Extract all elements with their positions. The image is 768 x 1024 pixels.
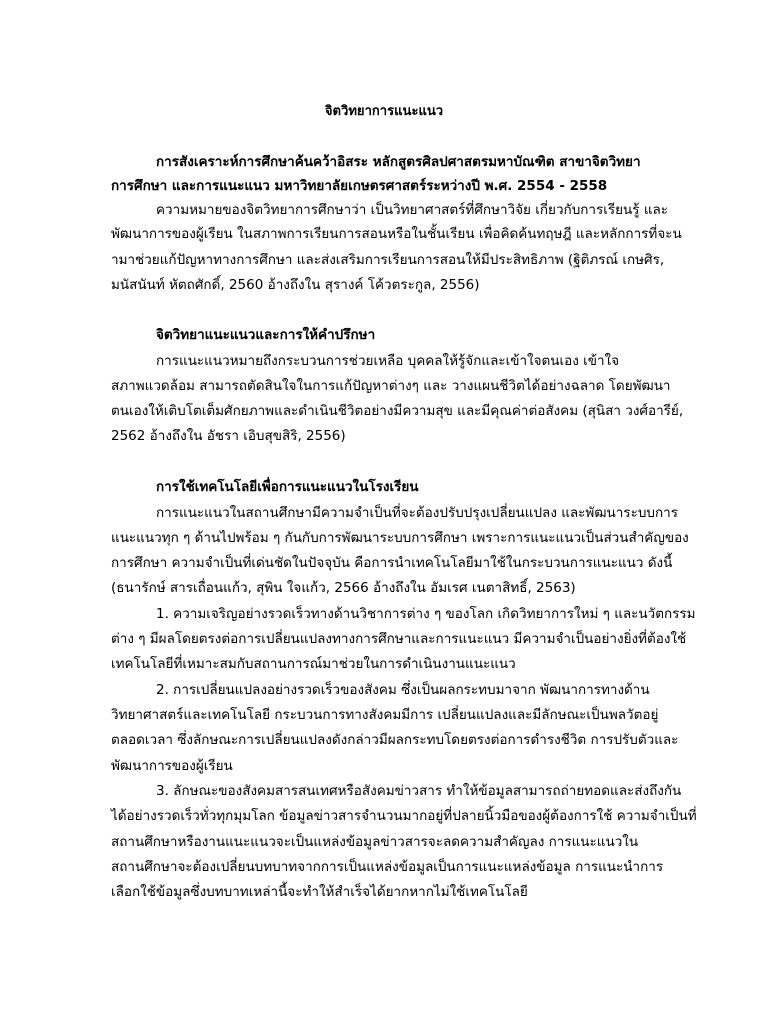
section3-item3-line-5: เลือกใช้ข้อมูลซึ่งบทบาทเหล่านี้จะทำให้สำเร็จได้ยากหากไม่ใช้เทคโนโลยี bbox=[111, 884, 528, 900]
section3-item2-line-1: 2. การเปลี่ยนแปลงอย่างรวดเร็วของสังคม ซึ่งเป็นผลกระทบมาจาก พัฒนาการทางด้าน bbox=[156, 682, 650, 698]
section3-item1-line-1: 1. ความเจริญอย่างรวดเร็วทางด้านวิชาการต่าง ๆ ของโลก เกิดวิทยาการใหม่ ๆ และนวัตกรรม bbox=[156, 606, 696, 622]
section3-item2-line-2: วิทยาศาสตร์และเทคโนโลยี กระบวนการทางสังคมมีการ เปลี่ยนแปลงและมีลักษณะเป็นพลวัตอยู่ bbox=[111, 707, 659, 723]
section1-heading-line-1: การสังเคราะห์การศึกษาค้นคว้าอิสระ หลักสูตรศิลปศาสตรมหาบัณฑิต สาขาจิตวิทยา bbox=[156, 154, 641, 170]
section3-intro-line-3: การศึกษา ความจำเป็นที่เด่นชัดในปัจจุบัน คือการนำเทคโนโลยีมาใช้ในกระบวนการแนะแนว ดังนี้ bbox=[111, 555, 673, 571]
section3-heading: การใช้เทคโนโลยีเพื่อการแนะแนวในโรงเรียน bbox=[156, 479, 419, 495]
section3-intro-line-1: การแนะแนวในสถานศึกษามีความจำเป็นที่จะต้องปรับปรุงเปลี่ยนแปลง และพัฒนาระบบการ bbox=[156, 505, 678, 521]
section3-item2-line-4: พัฒนาการของผู้เรียน bbox=[111, 758, 233, 774]
section2-paragraph-line-1: การแนะแนวหมายถึงกระบวนการช่วยเหลือ บุคคลให้รู้จักและเข้าใจตนเอง เข้าใจ bbox=[156, 353, 620, 369]
section3-item2-line-3: ตลอดเวลา ซึ่งลักษณะการเปลี่ยนแปลงดังกล่าวมีผลกระทบโดยตรงต่อการดำรงชีวิต การปรับตัวและ bbox=[111, 732, 679, 748]
section2-heading: จิตวิทยาแนะแนวและการให้คำปรึกษา bbox=[156, 327, 376, 343]
section1-paragraph-line-4: มนัสนันท์ หัตถศักดิ์, 2560 อ้างถึงใน สุรางค์ โค้วตระกูล, 2556) bbox=[111, 277, 480, 293]
section1-paragraph-line-1: ความหมายของจิตวิทยาการศึกษาว่า เป็นวิทยาศาสตร์ที่ศึกษาวิจัย เกี่ยวกับการเรียนรู้ และ bbox=[156, 202, 669, 218]
section3-intro-line-4: (ธนารักษ์ สารเถื่อนแก้ว, สุพิน ใจแก้ว, 2566 อ้างถึงใน อัมเรศ เนตาสิทธิ์, 2563) bbox=[111, 580, 576, 596]
section3-item1-line-2: ต่าง ๆ มีผลโดยตรงต่อการเปลี่ยนแปลงทางการศึกษาและการแนะแนว มีความจำเป็นอย่างยิ่งที่ต้องใช้ bbox=[111, 631, 687, 647]
section3-intro-line-2: แนะแนวทุก ๆ ด้านไปพร้อม ๆ กันกับการพัฒนาระบบการศึกษา เพราะการแนะแนวเป็นส่วนสำคัญของ bbox=[111, 530, 689, 546]
section1-paragraph-line-3: ามาช่วยแก้ปัญหาทางการศึกษา และส่งเสริมการเรียนการสอนให้มีประสิทธิภาพ (ฐิติภรณ์ เกษศิร, bbox=[111, 252, 665, 268]
section2-paragraph-line-3: ตนเองให้เติบโตเต็มศักยภาพและดำเนินชีวิตอย่างมีความสุข และมีคุณค่าต่อสังคม (สุนิสา วงศ์อารีย์, bbox=[111, 403, 684, 419]
section3-item3-line-3: สถานศึกษาหรืองานแนะแนวจะเป็นแหล่งข้อมูลข่าวสารจะลดความสำคัญลง การแนะแนวใน bbox=[111, 834, 639, 850]
section2-paragraph-line-2: สภาพแวดล้อม สามารถตัดสินใจในการแก้ปัญหาต่างๆ และ วางแผนชีวิตได้อย่างฉลาด โดยพัฒนา bbox=[111, 378, 671, 394]
section3-item3-line-2: ได้อย่างรวดเร็วทั่วทุกมุมโลก ข้อมูลข่าวสารจำนวนมากอยู่ที่ปลายนิ้วมือของผู้ต้องการใช้ ความจำเป็นที่ bbox=[111, 808, 697, 824]
section3-item3-line-1: 3. ลักษณะของสังคมสารสนเทศหรือสังคมข่าวสาร ทำให้ข้อมูลสามารถถ่ายทอดและส่งถึงกัน bbox=[156, 783, 682, 799]
section3-item1-line-3: เทคโนโลยีที่เหมาะสมกับสถานการณ์มาช่วยในการดำเนินงานแนะแนว bbox=[111, 656, 516, 672]
section1-heading-line-2: การศึกษา และการแนะแนว มหาวิทยาลัยเกษตรศาสตร์ระหว่างปี พ.ศ. 2554 - 2558 bbox=[111, 178, 608, 194]
section3-item3-line-4: สถานศึกษาจะต้องเปลี่ยนบทบาทจากการเป็นแหล่งข้อมูลเป็นการแนะแหล่งข้อมูล การแนะนำการ bbox=[111, 859, 664, 875]
document-title: จิตวิทยาการแนะแนว bbox=[324, 104, 444, 119]
section2-paragraph-line-4: 2562 อ้างถึงใน อัชรา เอิบสุขสิริ, 2556) bbox=[111, 428, 346, 444]
section1-paragraph-line-2: พัฒนาการของผู้เรียน ในสภาพการเรียนการสอนหรือในชั้นเรียน เพื่อคิดค้นทฤษฎี และหลักการที่จะน bbox=[111, 226, 682, 242]
